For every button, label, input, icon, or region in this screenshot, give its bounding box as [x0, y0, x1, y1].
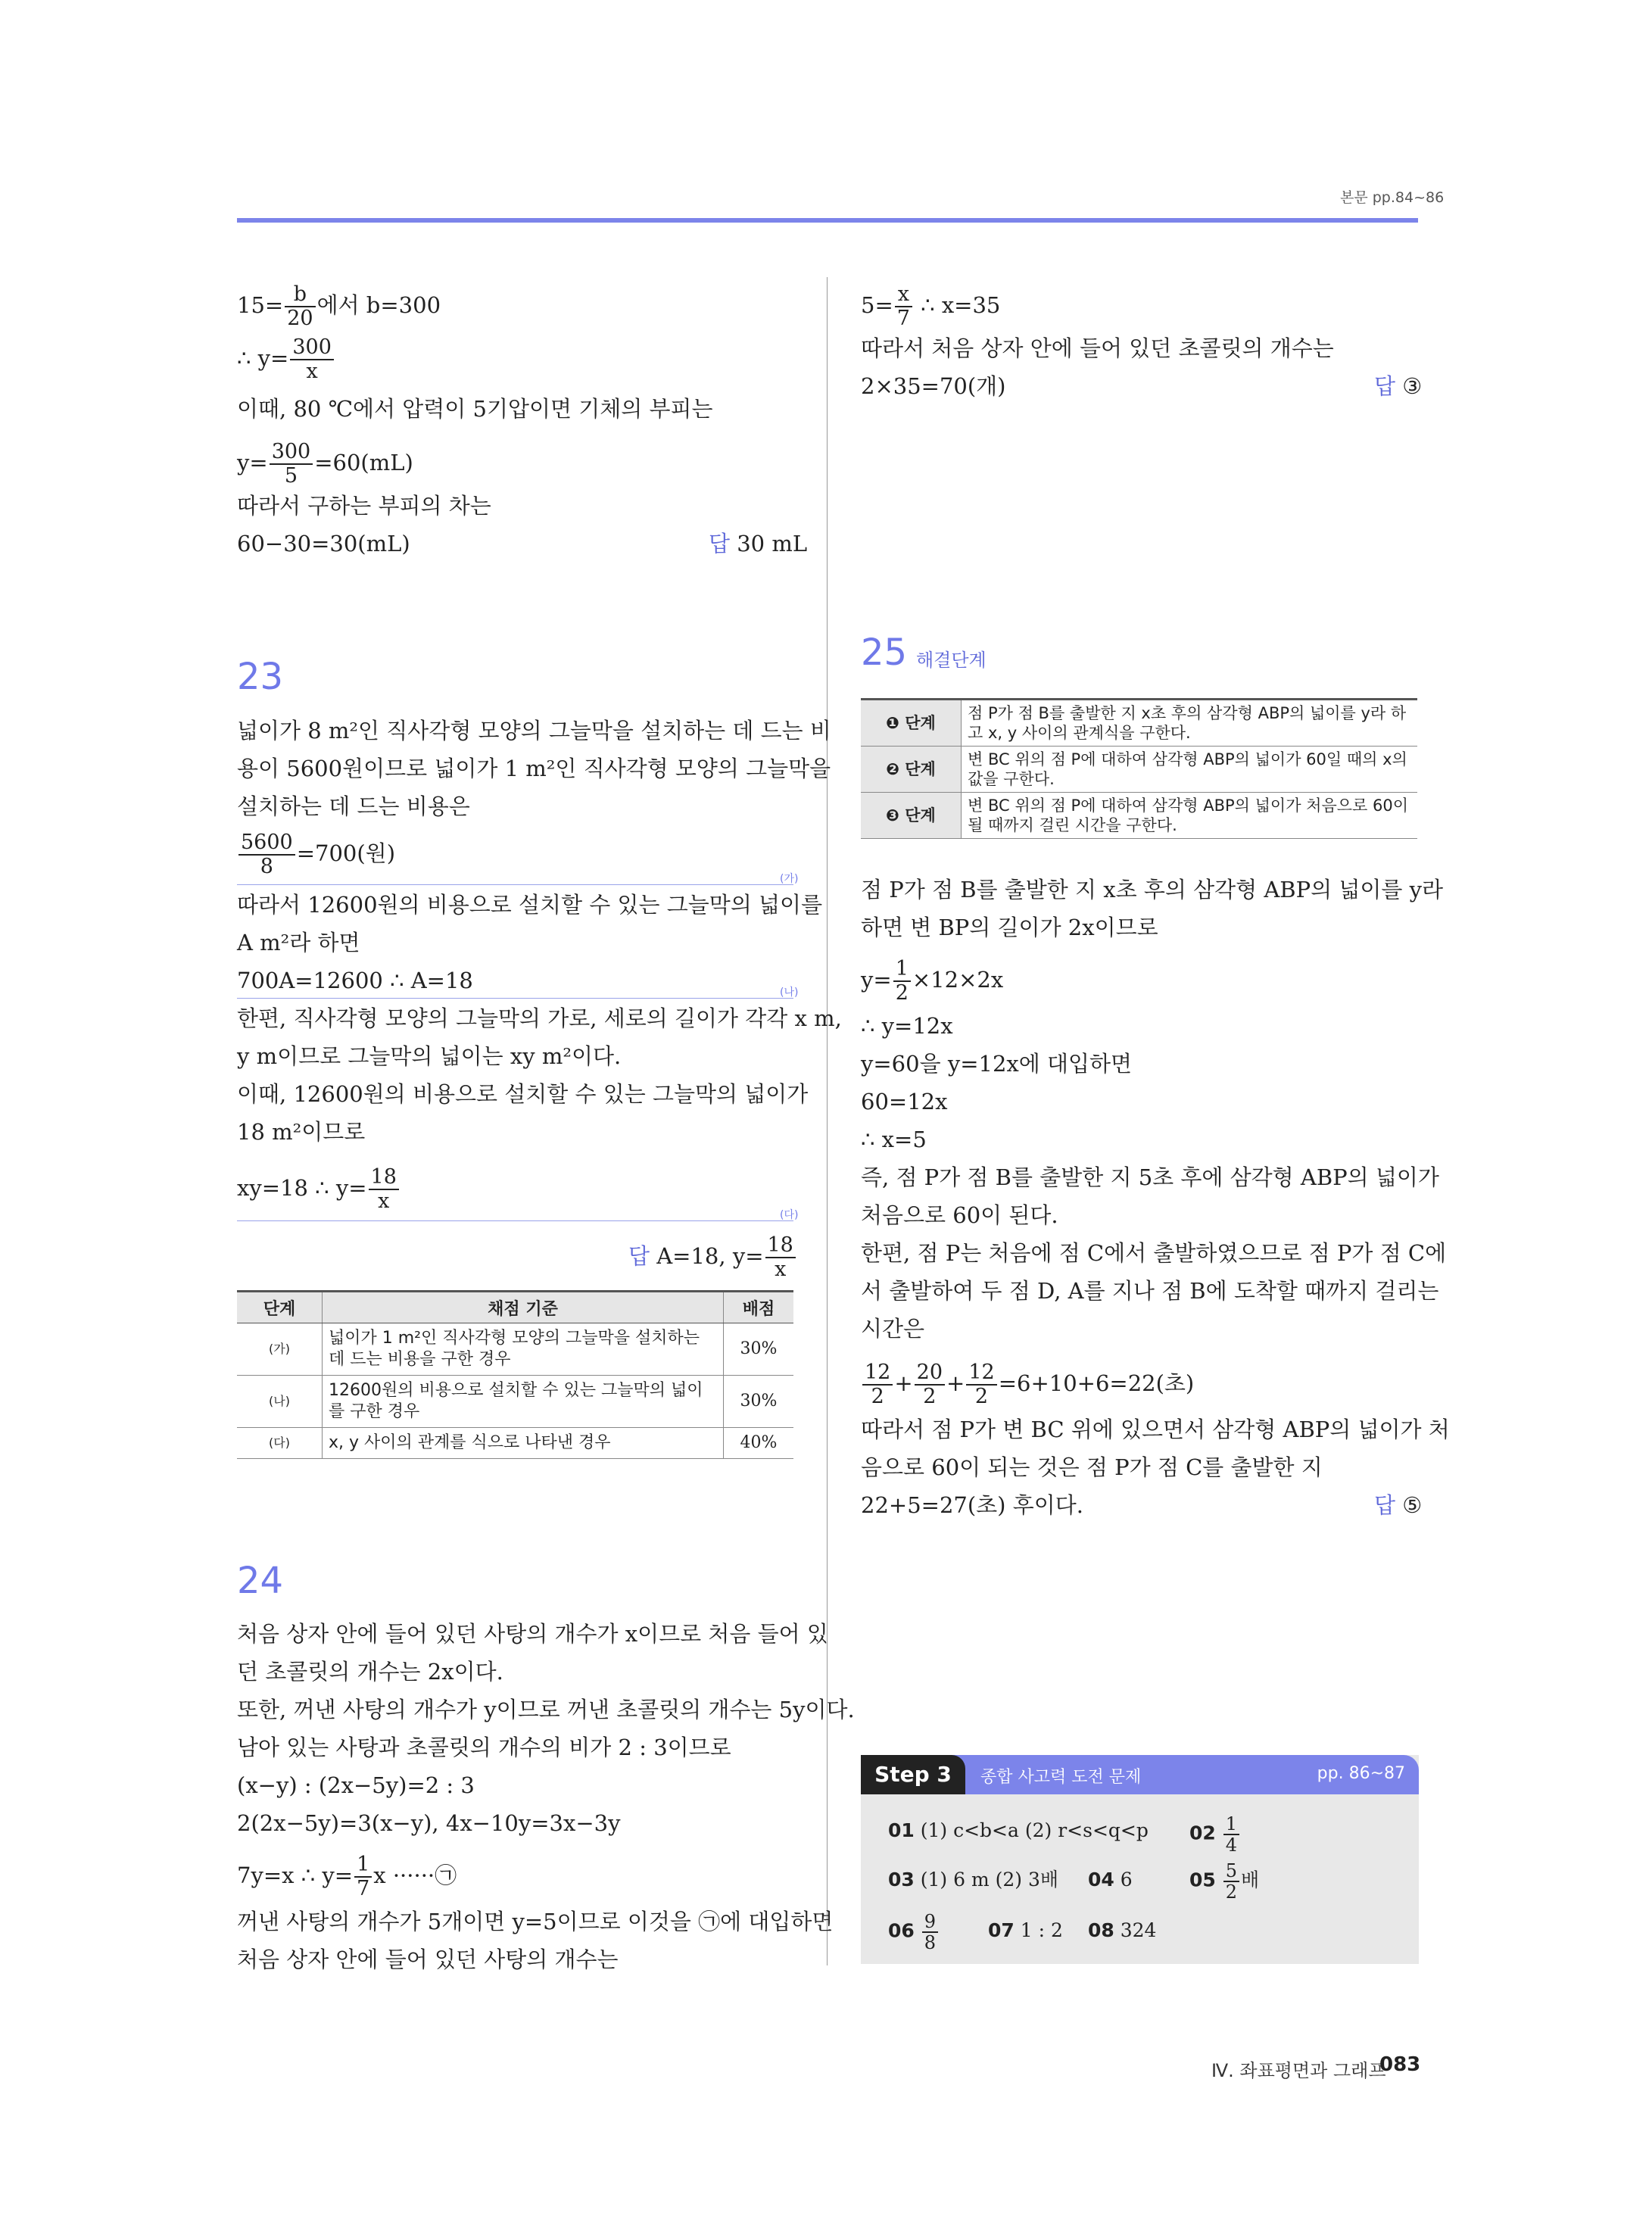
p22-line3: 이때, 80 ℃에서 압력이 5기압이면 기체의 부피는: [237, 396, 713, 422]
table-row: [237, 1323, 793, 1376]
problem-number-24: 24: [237, 1560, 284, 1602]
p23-line2: 용이 5600원이므로 넓이가 1 m²인 직사각형 모양의 그늘막을: [237, 756, 831, 781]
step-label: ❸ 단계: [861, 793, 962, 839]
row-score: 40%: [724, 1428, 794, 1459]
p23-line7: 700A=12600 ∴ A=18: [237, 968, 473, 993]
p25-line15: 음으로 60이 되는 것은 점 P가 점 C를 출발한 지: [861, 1454, 1323, 1480]
p23-answer: 답 A=18, y= $\frac{18}{x}$: [628, 1234, 797, 1281]
p24-line4: 남아 있는 사탕과 초콜릿의 개수의 비가 2 : 3이므로: [237, 1735, 731, 1760]
p24-line7: 7y=x ∴ y= $\frac{1}{7}$ x ······㉠: [237, 1853, 457, 1900]
answer-06: 06 $\frac{9}{8}$: [888, 1912, 940, 1953]
p24c-line1: 5= $\frac{x}{7}$ ∴ x=35: [861, 282, 1001, 330]
p23-line6: A m²라 하면: [237, 930, 360, 955]
fraction: $\frac{9}{8}$: [922, 1912, 938, 1953]
step-marker-line-a: [237, 884, 793, 885]
row-criterion: 12600원의 비용으로 설치할 수 있는 그늘막의 넓이를 구한 경우: [323, 1376, 724, 1428]
fraction: $\frac{5}{2}$: [1223, 1861, 1239, 1902]
row-score: 30%: [724, 1376, 794, 1428]
footer-chapter: Ⅳ. 좌표평면과 그래프: [1211, 2060, 1386, 2081]
p25-line12: 시간은: [861, 1316, 925, 1342]
p22-answer: 답 30 mL: [709, 531, 808, 556]
p23-line1: 넓이가 8 m²인 직사각형 모양의 그늘막을 설치하는 데 드는 비: [237, 718, 831, 743]
fraction: $\frac{1}{4}$: [1223, 1814, 1239, 1855]
answer-07: 07 1 : 2: [988, 1919, 1063, 1941]
p24-line1: 처음 상자 안에 들어 있던 사탕의 개수가 x이므로 처음 들어 있: [237, 1621, 828, 1647]
step-marker-a: (가): [780, 873, 799, 885]
step-label: ❶ 단계: [861, 700, 962, 747]
fraction: $\frac{18}{x}$: [369, 1166, 399, 1213]
p25-line6: 60=12x: [861, 1089, 948, 1114]
p25-line14: 따라서 점 P가 변 BC 위에 있으면서 삼각형 ABP의 넓이가 처: [861, 1417, 1450, 1442]
row-criterion: 넓이가 1 m²인 직사각형 모양의 그늘막을 설치하는 데 드는 비용을 구한 경우: [323, 1323, 724, 1376]
p23-line8: 한편, 직사각형 모양의 그늘막의 가로, 세로의 길이가 각각 x m,: [237, 1005, 842, 1031]
solution-steps-table: [861, 698, 1417, 839]
p25-line8: 즉, 점 P가 점 B를 출발한 지 5초 후에 삼각형 ABP의 넓이가: [861, 1164, 1439, 1190]
step-row: [861, 700, 1417, 747]
problem-number-23: 23: [237, 656, 284, 698]
col-score-header: 배점: [724, 1292, 794, 1323]
table-row: [237, 1428, 793, 1459]
p23-line10: 이때, 12600원의 비용으로 설치할 수 있는 그늘막의 넓이가: [237, 1081, 809, 1107]
p23-line11: 18 m²이므로: [237, 1119, 366, 1145]
row-step: (가): [237, 1323, 323, 1376]
p25-line3: y= $\frac{1}{2}$ ×12×2x: [861, 957, 1004, 1005]
p23-line5: 따라서 12600원의 비용으로 설치할 수 있는 그늘막의 넓이를: [237, 892, 823, 918]
fraction: $\frac{12}{2}$: [966, 1361, 996, 1408]
fraction: $\frac{1}{7}$: [354, 1853, 372, 1900]
p23-line3: 설치하는 데 드는 비용은: [237, 793, 470, 819]
col-criterion-header: 채점 기준: [323, 1292, 724, 1323]
p22-line6: 60−30=30(mL): [237, 531, 410, 556]
p23-line9: y m이므로 그늘막의 넓이는 xy m²이다.: [237, 1043, 622, 1069]
row-criterion: x, y 사이의 관계를 식으로 나타낸 경우: [323, 1428, 724, 1459]
p24-line5: (x−y) : (2x−5y)=2 : 3: [237, 1772, 475, 1798]
answer-03: 03 (1) 6 m (2) 3배: [888, 1869, 1059, 1891]
answer-04: 04 6: [1088, 1869, 1133, 1891]
p24c-answer: 답 ③: [1374, 373, 1423, 399]
step-row: [861, 747, 1417, 793]
col-step-header: 단계: [237, 1292, 323, 1323]
p25-line7: ∴ x=5: [861, 1127, 927, 1152]
p22-line2: ∴ y= $\frac{300}{x}$: [237, 336, 335, 383]
p22-line1: 15= $\frac{b}{20}$ 에서 b=300: [237, 282, 441, 330]
step3-badge: Step 3: [861, 1755, 965, 1794]
step-text: 점 P가 점 B를 출발한 지 x초 후의 삼각형 ABP의 넓이를 y라 하고 x, y 사이의 관계식을 구한다.: [962, 700, 1418, 747]
page-number: 083: [1379, 2053, 1421, 2076]
step-row: [861, 793, 1417, 839]
p25-line10: 한편, 점 P는 처음에 점 C에서 출발하였으므로 점 P가 점 C에: [861, 1240, 1447, 1266]
p24c-line3: 2×35=70(개): [861, 373, 1006, 399]
step3-pages: pp. 86~87: [1317, 1764, 1405, 1783]
fraction: $\frac{20}{2}$: [915, 1361, 945, 1408]
fraction: $\frac{300}{5}$: [270, 441, 313, 488]
fraction: $\frac{b}{20}$: [285, 283, 315, 330]
p22-line4: y= $\frac{300}{5}$ =60(mL): [237, 440, 413, 488]
fraction: $\frac{1}{2}$: [893, 958, 911, 1005]
step-marker-line-b: [237, 998, 793, 999]
answer-05: 05 $\frac{5}{2}$ 배: [1189, 1860, 1260, 1903]
answer-01: 01 (1) c<b<a (2) r<s<q<p: [888, 1819, 1149, 1841]
p24c-line2: 따라서 처음 상자 안에 들어 있던 초콜릿의 개수는: [861, 335, 1334, 361]
page-reference: 본문 pp.84~86: [1340, 189, 1445, 206]
step-marker-line-c: [237, 1220, 793, 1221]
fraction: $\frac{12}{2}$: [862, 1361, 893, 1408]
p25-line13: $\frac{12}{2}$ + $\frac{20}{2}$ + $\frac{12}{2}$ =6+10+6=22(초): [861, 1361, 1194, 1408]
fraction: $\frac{18}{x}$: [765, 1234, 796, 1281]
p24-line9: 처음 상자 안에 들어 있던 사탕의 개수는: [237, 1947, 619, 1972]
p23-line4: $\frac{5600}{8}$ =700(원): [237, 831, 395, 878]
header-rule: [237, 218, 1418, 223]
step-text: 변 BC 위의 점 P에 대하여 삼각형 ABP의 넓이가 처음으로 60이 될 때까지 걸린 시간을 구한다.: [962, 793, 1418, 839]
p24-line3: 또한, 꺼낸 사탕의 개수가 y이므로 꺼낸 초콜릿의 개수는 5y이다.: [237, 1697, 855, 1722]
fraction: $\frac{300}{x}$: [290, 336, 334, 383]
p22-line5: 따라서 구하는 부피의 차는: [237, 493, 491, 519]
step-marker-b: (나): [780, 987, 799, 999]
p24-line2: 던 초콜릿의 개수는 2x이다.: [237, 1659, 503, 1685]
p23-line12: xy=18 ∴ y= $\frac{18}{x}$: [237, 1166, 401, 1213]
problem-number-25: 25: [861, 631, 908, 674]
step-text: 변 BC 위의 점 P에 대하여 삼각형 ABP의 넓이가 60일 때의 x의 값을 구한다.: [962, 747, 1418, 793]
fraction: $\frac{x}{7}$: [895, 283, 912, 330]
table-row: [237, 1376, 793, 1428]
p25-line16: 22+5=27(초) 후이다.: [861, 1492, 1083, 1518]
step-label: ❷ 단계: [861, 747, 962, 793]
step-marker-c: (다): [780, 1209, 799, 1221]
scoring-table: [237, 1290, 793, 1459]
p25-line4: ∴ y=12x: [861, 1013, 953, 1039]
answer-08: 08 324: [1088, 1919, 1157, 1941]
answer-02: 02 $\frac{1}{4}$: [1189, 1814, 1241, 1855]
row-step: (나): [237, 1376, 323, 1428]
step3-title: 종합 사고력 도전 문제: [980, 1768, 1142, 1787]
fraction: $\frac{5600}{8}$: [238, 831, 295, 878]
p25-line9: 처음으로 60이 된다.: [861, 1202, 1058, 1228]
p25-answer: 답 ⑤: [1374, 1492, 1423, 1518]
p24-line6: 2(2x−5y)=3(x−y), 4x−10y=3x−3y: [237, 1810, 621, 1836]
p25-line5: y=60을 y=12x에 대입하면: [861, 1051, 1133, 1077]
p25-line11: 서 출발하여 두 점 D, A를 지나 점 B에 도착할 때까지 걸리는: [861, 1278, 1439, 1304]
row-score: 30%: [724, 1323, 794, 1376]
step3-box: [861, 1755, 1419, 1964]
p25-line1: 점 P가 점 B를 출발한 지 x초 후의 삼각형 ABP의 넓이를 y라: [861, 877, 1443, 902]
row-step: (다): [237, 1428, 323, 1459]
problem-25-title: 해결단계: [916, 650, 987, 671]
p25-line2: 하면 변 BP의 길이가 2x이므로: [861, 915, 1158, 940]
p24-line8: 꺼낸 사탕의 개수가 5개이면 y=5이므로 이것을 ㉠에 대입하면: [237, 1909, 834, 1934]
